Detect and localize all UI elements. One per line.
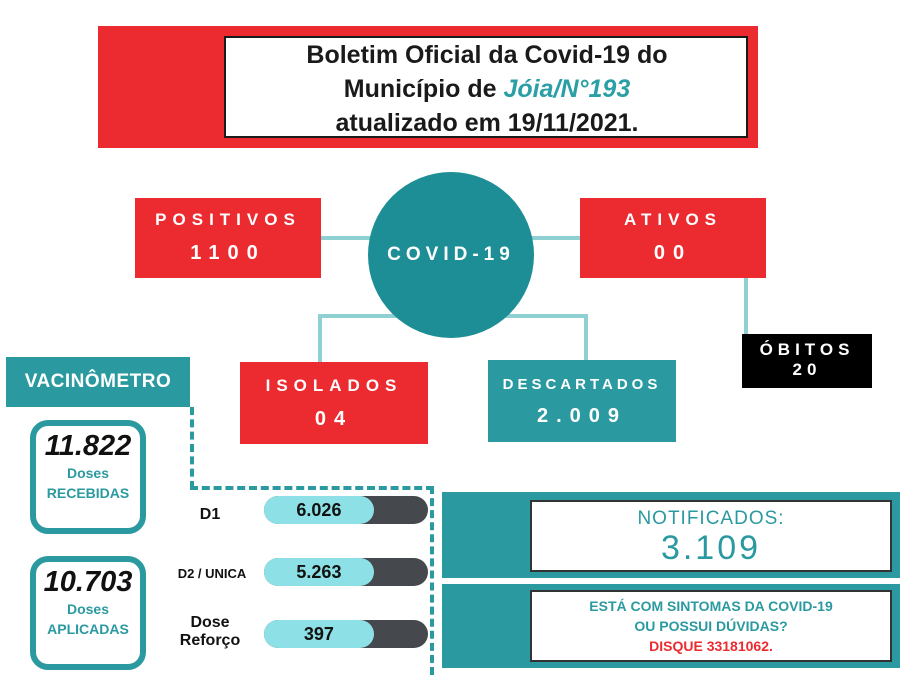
obitos-box: [742, 334, 872, 388]
positivos-box: [135, 198, 321, 278]
progress-value-reforco: 397: [303, 624, 334, 644]
dose-label-reforco-line2: Reforço: [179, 632, 241, 649]
doses-recebidas-line2: RECEBIDAS: [46, 485, 130, 501]
positivos-label: POSITIVOS: [155, 210, 301, 229]
vacinometro-title: [6, 357, 190, 407]
progress-value-d2: 5.263: [296, 562, 342, 582]
covid-circle: [368, 172, 534, 338]
doses-aplicadas-line2: APLICADAS: [47, 621, 129, 637]
sintomas-panel: [530, 590, 892, 662]
covid-center-label: COVID-19: [387, 244, 515, 265]
ativos-box: [580, 198, 766, 278]
doses-aplicadas-line1: Doses: [66, 601, 110, 617]
title-line-3: atualizado em 19/11/2021.: [335, 109, 639, 137]
progress-value-d1: 6.026: [296, 500, 342, 520]
bulletin-title: [240, 38, 734, 140]
sintomas-line-1: ESTÁ COM SINTOMAS DA COVID-19: [589, 598, 833, 614]
dose-label-reforco-line1: Dose: [190, 614, 230, 631]
dashed-line-left: [190, 407, 194, 489]
title-line-1: Boletim Oficial da Covid-19 do: [306, 41, 668, 69]
title-line-2: [240, 72, 734, 106]
doses-aplicadas-box: [30, 556, 146, 670]
obitos-label: ÓBITOS: [759, 340, 855, 359]
sintomas-line-2: OU POSSUI DÚVIDAS?: [634, 618, 788, 634]
vacinometro-title-text: VACINÔMETRO: [24, 371, 172, 392]
dose-label-d1: D1: [199, 506, 221, 523]
ativos-value: 00: [653, 242, 693, 264]
doses-recebidas-line1: Doses: [66, 465, 110, 481]
doses-recebidas-box: [30, 420, 146, 534]
dose-label-d2: D2 / UNICA: [177, 566, 247, 581]
title-line-2-prefix: Município de: [343, 75, 504, 103]
positivos-value: 1100: [190, 242, 266, 264]
municipality-name: Jóia/N°193: [503, 75, 631, 103]
connector-isolados: [318, 314, 322, 362]
progress-bar-reforco: [264, 620, 428, 648]
obitos-value: 20: [792, 360, 822, 379]
descartados-value: 2.009: [536, 405, 628, 427]
connector-descartados: [584, 314, 588, 360]
dose-label-reforco: [168, 614, 252, 650]
isolados-value: 04: [314, 408, 354, 430]
progress-bar-d1: [264, 496, 428, 524]
dashed-line-right: [430, 486, 434, 675]
notificados-value: 3.109: [660, 529, 762, 567]
notificados-panel: [530, 500, 892, 572]
descartados-box: [488, 360, 676, 442]
isolados-label: ISOLADOS: [265, 376, 403, 395]
connector-obitos: [744, 278, 748, 336]
progress-bar-d2: [264, 558, 428, 586]
doses-recebidas-value: 11.822: [44, 430, 132, 462]
hotline-number: DISQUE 33181062.: [649, 638, 773, 654]
isolados-box: [240, 362, 428, 444]
notificados-label: NOTIFICADOS:: [637, 508, 785, 529]
dashed-line-top: [190, 486, 434, 490]
ativos-label: ATIVOS: [623, 210, 723, 229]
descartados-label: DESCARTADOS: [502, 376, 662, 393]
doses-aplicadas-value: 10.703: [43, 566, 133, 598]
